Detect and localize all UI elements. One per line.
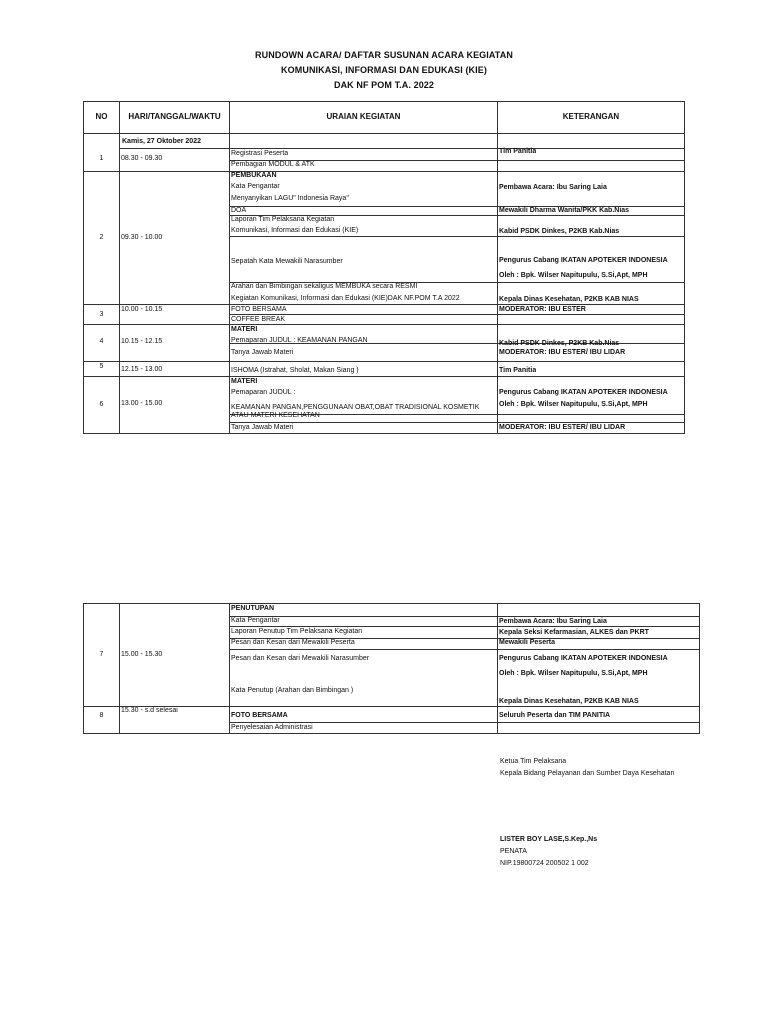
note-text: Kabid PSDK Dinkes, P2KB Kab.Nias xyxy=(499,340,620,347)
note-text: MODERATOR: IBU ESTER/ IBU LIDAR xyxy=(499,424,626,431)
signature-nip: NIP.19800724 200502 1 002 xyxy=(500,860,589,867)
note-text: Oleh : Bpk. Wilser Napitupulu, S.Si,Apt, MPH xyxy=(499,401,648,408)
activity-text: KEAMANAN PANGAN,PENGGUNAAN OBAT,OBAT TRADISIONAL KOSMETIK xyxy=(231,404,480,411)
activity-text: Kata Pengantar xyxy=(231,183,280,190)
activity-text: Kegiatan Komunikasi, Informasi dan Edukasi (KIE)DAK NF.POM T.A 2022 xyxy=(231,295,460,302)
activity-text: PEMBUKAAN xyxy=(231,172,277,179)
note-text: Pembawa Acara: Ibu Saring Laia xyxy=(499,184,607,191)
activity-text: Kata Penutup (Arahan dan Bimbingan ) xyxy=(231,687,354,694)
note-text: Pengurus Cabang IKATAN APOTEKER INDONESIA xyxy=(499,389,668,396)
column-header-activity: URAIAN KEGIATAN xyxy=(326,112,401,121)
activity-text: Pesan dan Kesan dari Mewakili Narasumber xyxy=(231,655,370,662)
note-text: Mewakili Peserta xyxy=(499,639,556,646)
row-time: 15.00 - 15.30 xyxy=(121,651,163,658)
note-text: Mewakili Dharma Wanita/PKK Kab.Nias xyxy=(499,207,630,214)
activity-text: MATERI xyxy=(231,378,258,385)
note-text: Tim Panitia xyxy=(499,148,537,155)
signature-role: Ketua Tim Pelaksana xyxy=(500,758,567,765)
column-header-notes: KETERANGAN xyxy=(562,112,620,121)
note-text: Kepala Seksi Kefarmasian, ALKES dan PKRT xyxy=(499,629,649,636)
activity-text: FOTO BERSAMA xyxy=(231,306,287,313)
row-time: 09.30 - 10.00 xyxy=(121,234,163,241)
document-title: RUNDOWN ACARA/ DAFTAR SUSUNAN ACARA KEGIATAN xyxy=(255,50,513,60)
activity-text: Sepatah Kata Mewakili Narasumber xyxy=(231,258,343,265)
activity-text: Laporan Tim Pelaksana Kegiatan xyxy=(231,216,335,223)
signature-name: LISTER BOY LASE,S.Kep.,Ns xyxy=(500,836,598,843)
activity-text: ATAU MATERI KESEHATAN xyxy=(231,412,320,419)
note-text: Kepala Dinas Kesehatan, P2KB KAB NIAS xyxy=(499,296,639,303)
note-text: MODERATOR: IBU ESTER/ IBU LIDAR xyxy=(499,349,626,356)
column-header-no: NO xyxy=(95,112,108,121)
activity-text: Laporan Penutup Tim Pelaksana Kegiatan xyxy=(231,628,363,635)
activity-text: Penyelesaian Administrasi xyxy=(231,724,313,731)
activity-text: Menyanyikan LAGU" Indonesia Raya" xyxy=(231,195,349,202)
activity-text: Tanya Jawab Materi xyxy=(231,424,294,431)
activity-text: Kata Pengantar xyxy=(231,617,280,624)
row-time: 15.30 - s.d selesai xyxy=(121,707,178,714)
signature-rank: PENATA xyxy=(500,848,527,855)
note-text: Tim Panitia xyxy=(499,367,537,374)
note-text: MODERATOR: IBU ESTER xyxy=(499,306,586,313)
column-header-date: HARI/TANGGAL/WAKTU xyxy=(128,112,221,121)
row-no: 3 xyxy=(99,311,104,318)
activity-text: FOTO BERSAMA xyxy=(231,712,288,719)
document-year: DAK NF POM T.A. 2022 xyxy=(333,80,435,90)
note-text: Seluruh Peserta dan TIM PANITIA xyxy=(499,712,611,719)
row-no: 1 xyxy=(99,155,104,162)
note-text: Pengurus Cabang IKATAN APOTEKER INDONESIA xyxy=(499,655,668,662)
activity-text: ISHOMA (Istrahat, Sholat, Makan Siang ) xyxy=(231,367,359,374)
row-time: 08.30 - 09.30 xyxy=(121,155,163,162)
activity-text: Pemaparan JUDUL : xyxy=(231,389,296,396)
row-time: 10.00 - 10.15 xyxy=(121,306,163,313)
activity-text: Tanya Jawab Materi xyxy=(231,349,294,356)
event-day: Kamis, 27 Oktober 2022 xyxy=(122,138,201,145)
activity-text: Registrasi Peserta xyxy=(231,150,289,157)
activity-text: DOA xyxy=(231,207,247,214)
note-text: Pengurus Cabang IKATAN APOTEKER INDONESIA xyxy=(499,257,668,264)
note-text: Oleh : Bpk. Wilser Napitupulu, S.Si,Apt, MPH xyxy=(499,670,648,677)
activity-text: Pemaparan JUDUL : KEAMANAN PANGAN xyxy=(231,337,368,344)
row-no: 8 xyxy=(99,712,104,719)
note-text: Oleh : Bpk. Wilser Napitupulu, S.Si,Apt, MPH xyxy=(499,272,648,279)
row-no: 6 xyxy=(99,401,104,408)
document-subtitle: KOMUNIKASI, INFORMASI DAN EDUKASI (KIE) xyxy=(281,65,487,75)
activity-text: PENUTUPAN xyxy=(231,605,275,612)
row-no: 5 xyxy=(99,363,104,370)
activity-text: MATERI xyxy=(231,326,258,333)
row-no: 7 xyxy=(99,651,104,658)
row-time: 12.15 - 13.00 xyxy=(121,366,163,373)
activity-text: Pesan dan Kesan dari Mewakili Peserta xyxy=(231,639,355,646)
row-time: 10.15 - 12.15 xyxy=(121,338,163,345)
note-text: Kepala Dinas Kesehatan, P2KB KAB NIAS xyxy=(499,698,639,705)
activity-text: COFFEE BREAK xyxy=(231,316,286,323)
row-time: 13.00 - 15.00 xyxy=(121,400,163,407)
note-text: Pembawa Acara: Ibu Saring Laia xyxy=(499,618,607,625)
row-no: 2 xyxy=(99,234,104,241)
activity-text: Komunikasi, Informasi dan Edukasi (KIE) xyxy=(231,227,359,234)
signature-role: Kepala Bidang Pelayanan dan Sumber Daya Kesehatan xyxy=(500,770,675,777)
activity-text: Arahan dan Bimbingan sekaligus MEMBUKA secara RESMI xyxy=(231,283,418,290)
activity-text: Pembagian MODUL & ATK xyxy=(231,161,315,168)
row-no: 4 xyxy=(99,338,104,345)
note-text: Kabid PSDK Dinkes, P2KB Kab.Nias xyxy=(499,228,620,235)
